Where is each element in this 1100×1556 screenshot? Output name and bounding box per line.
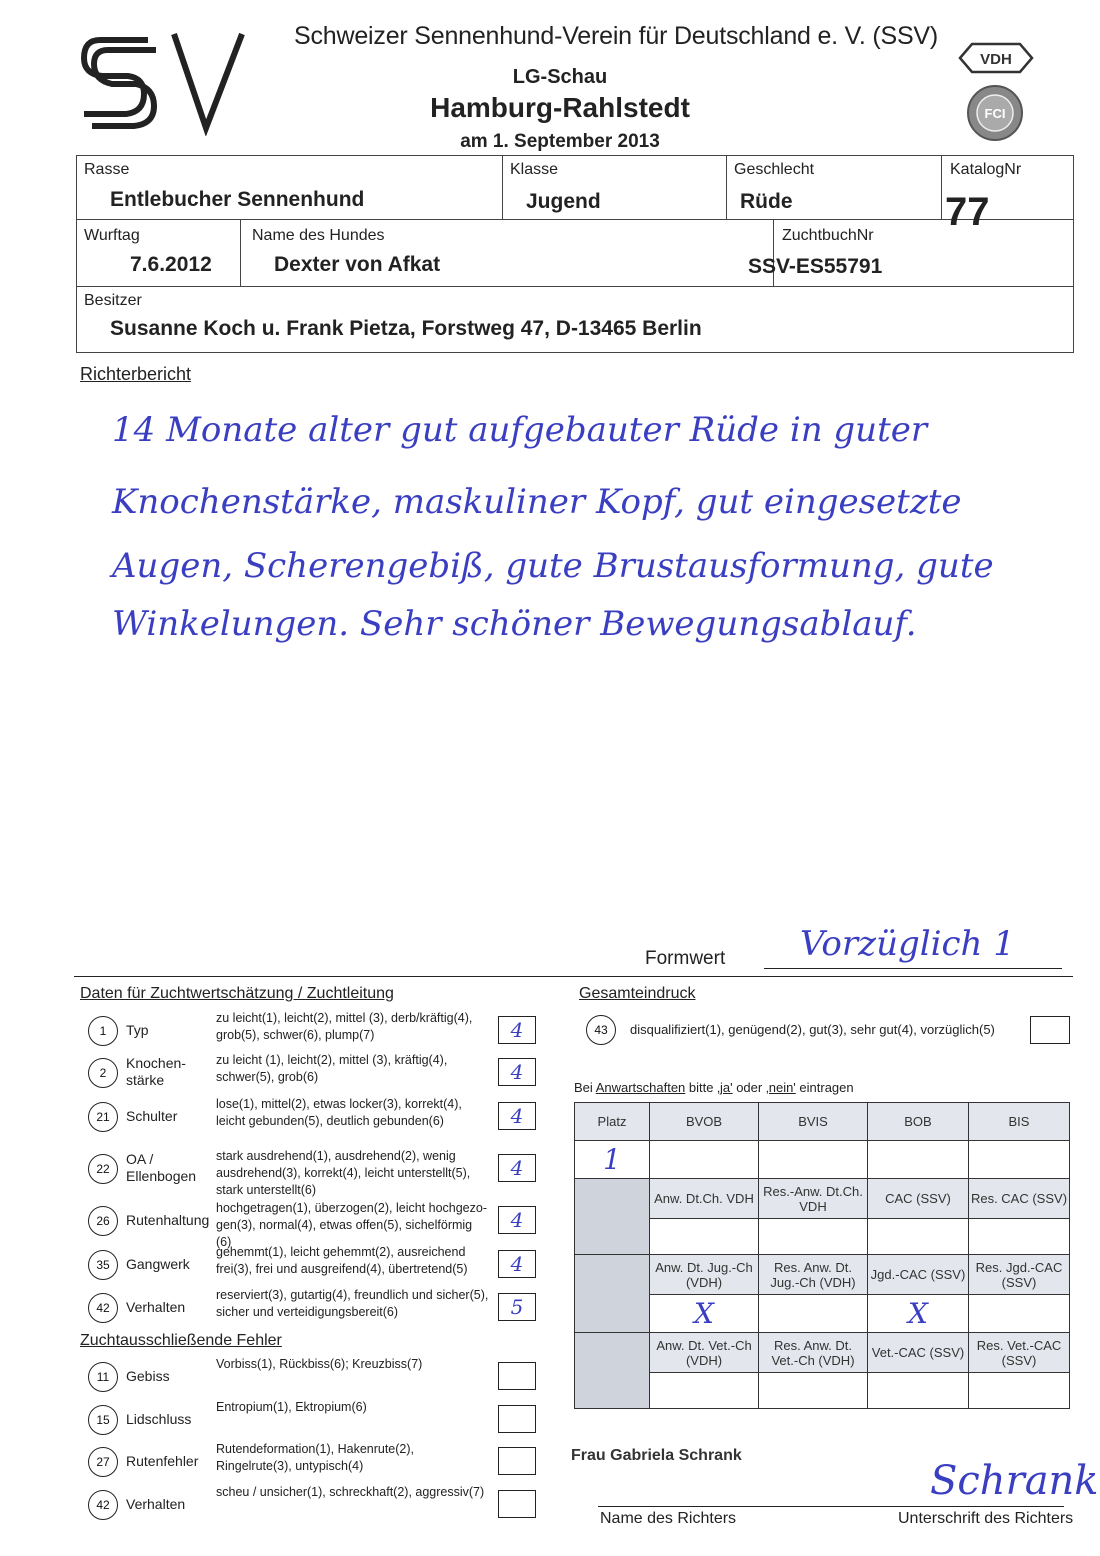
- res-cac-label: Res. CAC (SSV): [969, 1179, 1070, 1219]
- gesamt-options: disqualifiziert(1), genügend(2), gut(3), sehr gut(4), vorzüglich(5): [630, 1022, 995, 1037]
- fehler-row-name: Rutenfehler: [126, 1453, 199, 1469]
- anwartschaften-table: [574, 1102, 1070, 1409]
- zuchtbuch-label: ZuchtbuchNr: [782, 227, 874, 244]
- zucht-row-value-box[interactable]: 4: [498, 1058, 536, 1086]
- anw-vet-cell[interactable]: [650, 1373, 759, 1409]
- svg-text:FCI: FCI: [984, 106, 1006, 121]
- klasse-label: Klasse: [510, 161, 559, 178]
- fehler-row-value-box[interactable]: [498, 1490, 536, 1518]
- anw-dtch-cell[interactable]: [650, 1219, 759, 1255]
- zucht-row-options: stark ausdrehend(1), ausdrehend(2), wenig ausdrehend(3), korrekt(4), leicht unterstellt(5), stark unterstellt(6): [216, 1149, 471, 1197]
- zucht-row-name: Gangwerk: [126, 1256, 190, 1272]
- report-line-3: Augen, Scherengebiß, gute Brustausformung, gute: [112, 546, 994, 586]
- report-line-2: Knochenstärke, maskuliner Kopf, gut eingesetzte: [112, 482, 962, 522]
- res-vet-cac-cell[interactable]: [969, 1373, 1070, 1409]
- fehler-row-name: Gebiss: [126, 1368, 170, 1384]
- klasse-value: Jugend: [526, 190, 601, 213]
- zucht-row-options: lose(1), mittel(2), etwas locker(3), korrekt(4), leicht gebunden(5), deutlich gebunden(6): [216, 1097, 462, 1128]
- geschlecht-label: Geschlecht: [734, 161, 815, 178]
- ssv-logo: [78, 28, 248, 141]
- fehler-row-number-circle: 27: [88, 1447, 118, 1477]
- res-jgd-cac-cell[interactable]: [969, 1295, 1070, 1333]
- show-location: Hamburg-Rahlstedt: [430, 92, 690, 123]
- cac-cell[interactable]: [868, 1219, 969, 1255]
- header-bvob: BVOB: [650, 1103, 759, 1141]
- show-type: LG-Schau: [512, 66, 608, 88]
- svg-text:VDH: VDH: [980, 51, 1012, 68]
- zucht-row-number-circle: 42: [88, 1293, 118, 1323]
- svg-text:SSV: SSV: [163, 88, 166, 89]
- zucht-row-value-box[interactable]: 4: [498, 1206, 536, 1234]
- cac-label: CAC (SSV): [868, 1179, 969, 1219]
- judge-signature-label: Unterschrift des Richters: [898, 1510, 1074, 1527]
- header-platz: Platz: [575, 1103, 650, 1141]
- zucht-row-options: zu leicht (1), leicht(2), mittel (3), kräftig(4), schwer(5), grob(6): [216, 1053, 448, 1084]
- zucht-row-number-circle: 2: [88, 1058, 118, 1088]
- fehler-row-name: Verhalten: [126, 1496, 186, 1512]
- fehler-row-value-box[interactable]: [498, 1405, 536, 1433]
- zucht-row-value-box[interactable]: 5: [498, 1293, 536, 1321]
- header-bob: BOB: [868, 1103, 969, 1141]
- zucht-row-options: gehemmt(1), leicht gehemmt(2), ausreichend frei(3), frei und ausgreifend(4), übertretend(5): [216, 1245, 468, 1276]
- zucht-row-name: Knochen-stärke: [126, 1055, 186, 1088]
- vdh-badge: [958, 40, 1034, 81]
- zucht-row-value-box[interactable]: 4: [498, 1102, 536, 1130]
- fehler-row-options: Vorbiss(1), Rückbiss(6); Kreuzbiss(7): [216, 1357, 423, 1371]
- gesamt-checkbox[interactable]: [1030, 1016, 1070, 1044]
- bvis-cell[interactable]: [759, 1141, 868, 1179]
- besitzer-value: Susanne Koch u. Frank Pietza, Forstweg 47, D-13465 Berlin: [110, 317, 702, 340]
- fehler-title: Zuchtausschließende Fehler: [80, 1332, 282, 1349]
- katalog-value: 77: [945, 190, 990, 234]
- anw-dtch-label: Anw. Dt.Ch. VDH: [650, 1179, 759, 1219]
- zucht-row-options: reserviert(3), gutartig(4), freundlich und sicher(5), sicher und verteidigungsbereit(6): [216, 1288, 489, 1319]
- show-date: am 1. September 2013: [460, 131, 660, 152]
- besitzer-label: Besitzer: [84, 292, 142, 309]
- judge-name-label: Name des Richters: [600, 1510, 737, 1527]
- name-label: Name des Hundes: [252, 227, 385, 244]
- zucht-row-number-circle: 1: [88, 1016, 118, 1046]
- vet-cac-label: Vet.-CAC (SSV): [868, 1333, 969, 1373]
- zuchtbuch-value: SSV-ES55791: [748, 255, 883, 278]
- formwert-value: Vorzüglich 1: [800, 924, 1015, 964]
- wurftag-value: 7.6.2012: [130, 253, 212, 276]
- judge-signature: Schrank: [930, 1458, 1099, 1504]
- header-bis: BIS: [969, 1103, 1070, 1141]
- jgd-cac-label: Jgd.-CAC (SSV): [868, 1255, 969, 1295]
- anw-jug-label: Anw. Dt. Jug.-Ch (VDH): [650, 1255, 759, 1295]
- dog-name-value: Dexter von Afkat: [274, 253, 441, 276]
- platz-cell[interactable]: 1: [575, 1141, 650, 1179]
- zucht-row-number-circle: 26: [88, 1206, 118, 1236]
- header-bvis: BVIS: [759, 1103, 868, 1141]
- bob-cell[interactable]: [868, 1141, 969, 1179]
- fehler-row-value-box[interactable]: [498, 1362, 536, 1390]
- res-jgd-cac-label: Res. Jgd.-CAC (SSV): [969, 1255, 1070, 1295]
- res-cac-cell[interactable]: [969, 1219, 1070, 1255]
- katalog-label: KatalogNr: [950, 161, 1022, 178]
- gesamt-number-circle: 43: [586, 1015, 616, 1045]
- zucht-row-value-box[interactable]: 4: [498, 1250, 536, 1278]
- fehler-row-options: Rutendeformation(1), Hakenrute(2), Ringelrute(3), untypisch(4): [216, 1442, 415, 1473]
- fehler-row-value-box[interactable]: [498, 1447, 536, 1475]
- zucht-title: Daten für Zuchtwertschätzung / Zuchtleitung: [80, 985, 394, 1002]
- gesamt-title: Gesamteindruck: [579, 985, 696, 1002]
- res-anw-vet-label: Res. Anw. Dt. Vet.-Ch (VDH): [759, 1333, 868, 1373]
- jgd-cac-cell[interactable]: X: [868, 1295, 969, 1333]
- fehler-row-options: scheu / unsicher(1), schreckhaft(2), aggressiv(7): [216, 1485, 485, 1499]
- fehler-row-name: Lidschluss: [126, 1411, 192, 1427]
- zucht-row-options: hochgetragen(1), überzogen(2), leicht hochgezo-gen(3), normal(4), etwas offen(5), sichelförmig (6): [216, 1201, 488, 1249]
- zucht-row-name: Verhalten: [126, 1299, 186, 1315]
- bvob-cell[interactable]: [650, 1141, 759, 1179]
- fehler-row-number-circle: 11: [88, 1362, 118, 1392]
- report-line-1: 14 Monate alter gut aufgebauter Rüde in guter: [112, 410, 928, 450]
- zucht-row-options: zu leicht(1), leicht(2), mittel (3), derb/kräftig(4), grob(5), schwer(6), plump(7): [216, 1011, 473, 1042]
- res-anw-jug-label: Res. Anw. Dt. Jug.-Ch (VDH): [759, 1255, 868, 1295]
- rasse-value: Entlebucher Sennenhund: [110, 188, 365, 211]
- anwartschaften-note: Bei Anwartschaften bitte ‚ja' oder ‚nein' eintragen: [574, 1080, 854, 1095]
- wurftag-label: Wurftag: [84, 227, 140, 244]
- report-title: Richterbericht: [80, 364, 192, 384]
- fci-badge: [966, 84, 1024, 147]
- res-vet-cac-label: Res. Vet.-CAC (SSV): [969, 1333, 1070, 1373]
- report-line-4: Winkelungen. Sehr schöner Bewegungsablauf.: [112, 604, 917, 644]
- fehler-row-number-circle: 42: [88, 1490, 118, 1520]
- zucht-row-name: Rutenhaltung: [126, 1212, 210, 1228]
- res-anw-vet-cell[interactable]: [759, 1373, 868, 1409]
- anw-jug-cell[interactable]: X: [650, 1295, 759, 1333]
- judge-name: Frau Gabriela Schrank: [571, 1447, 742, 1464]
- res-anw-dtch-label: Res.-Anw. Dt.Ch. VDH: [759, 1179, 868, 1219]
- res-anw-dtch-cell[interactable]: [759, 1219, 868, 1255]
- fehler-row-options: Entropium(1), Ektropium(6): [216, 1400, 367, 1414]
- zucht-row-number-circle: 21: [88, 1102, 118, 1132]
- bis-cell[interactable]: [969, 1141, 1070, 1179]
- zucht-row-name: Schulter: [126, 1108, 178, 1124]
- zucht-row-name: OA / Ellenbogen: [126, 1151, 197, 1184]
- zucht-row-name: Typ: [126, 1022, 149, 1038]
- geschlecht-value: Rüde: [740, 190, 793, 213]
- organization-name: Schweizer Sennenhund-Verein für Deutschland e. V. (SSV): [294, 22, 939, 50]
- zucht-row-value-box[interactable]: 4: [498, 1016, 536, 1044]
- res-anw-jug-cell[interactable]: [759, 1295, 868, 1333]
- rasse-label: Rasse: [84, 161, 130, 178]
- zucht-row-number-circle: 22: [88, 1154, 118, 1184]
- fehler-row-number-circle: 15: [88, 1405, 118, 1435]
- zucht-row-number-circle: 35: [88, 1250, 118, 1280]
- anw-vet-label: Anw. Dt. Vet.-Ch (VDH): [650, 1333, 759, 1373]
- vet-cac-cell[interactable]: [868, 1373, 969, 1409]
- formwert-label: Formwert: [645, 948, 726, 969]
- zucht-row-value-box[interactable]: 4: [498, 1154, 536, 1182]
